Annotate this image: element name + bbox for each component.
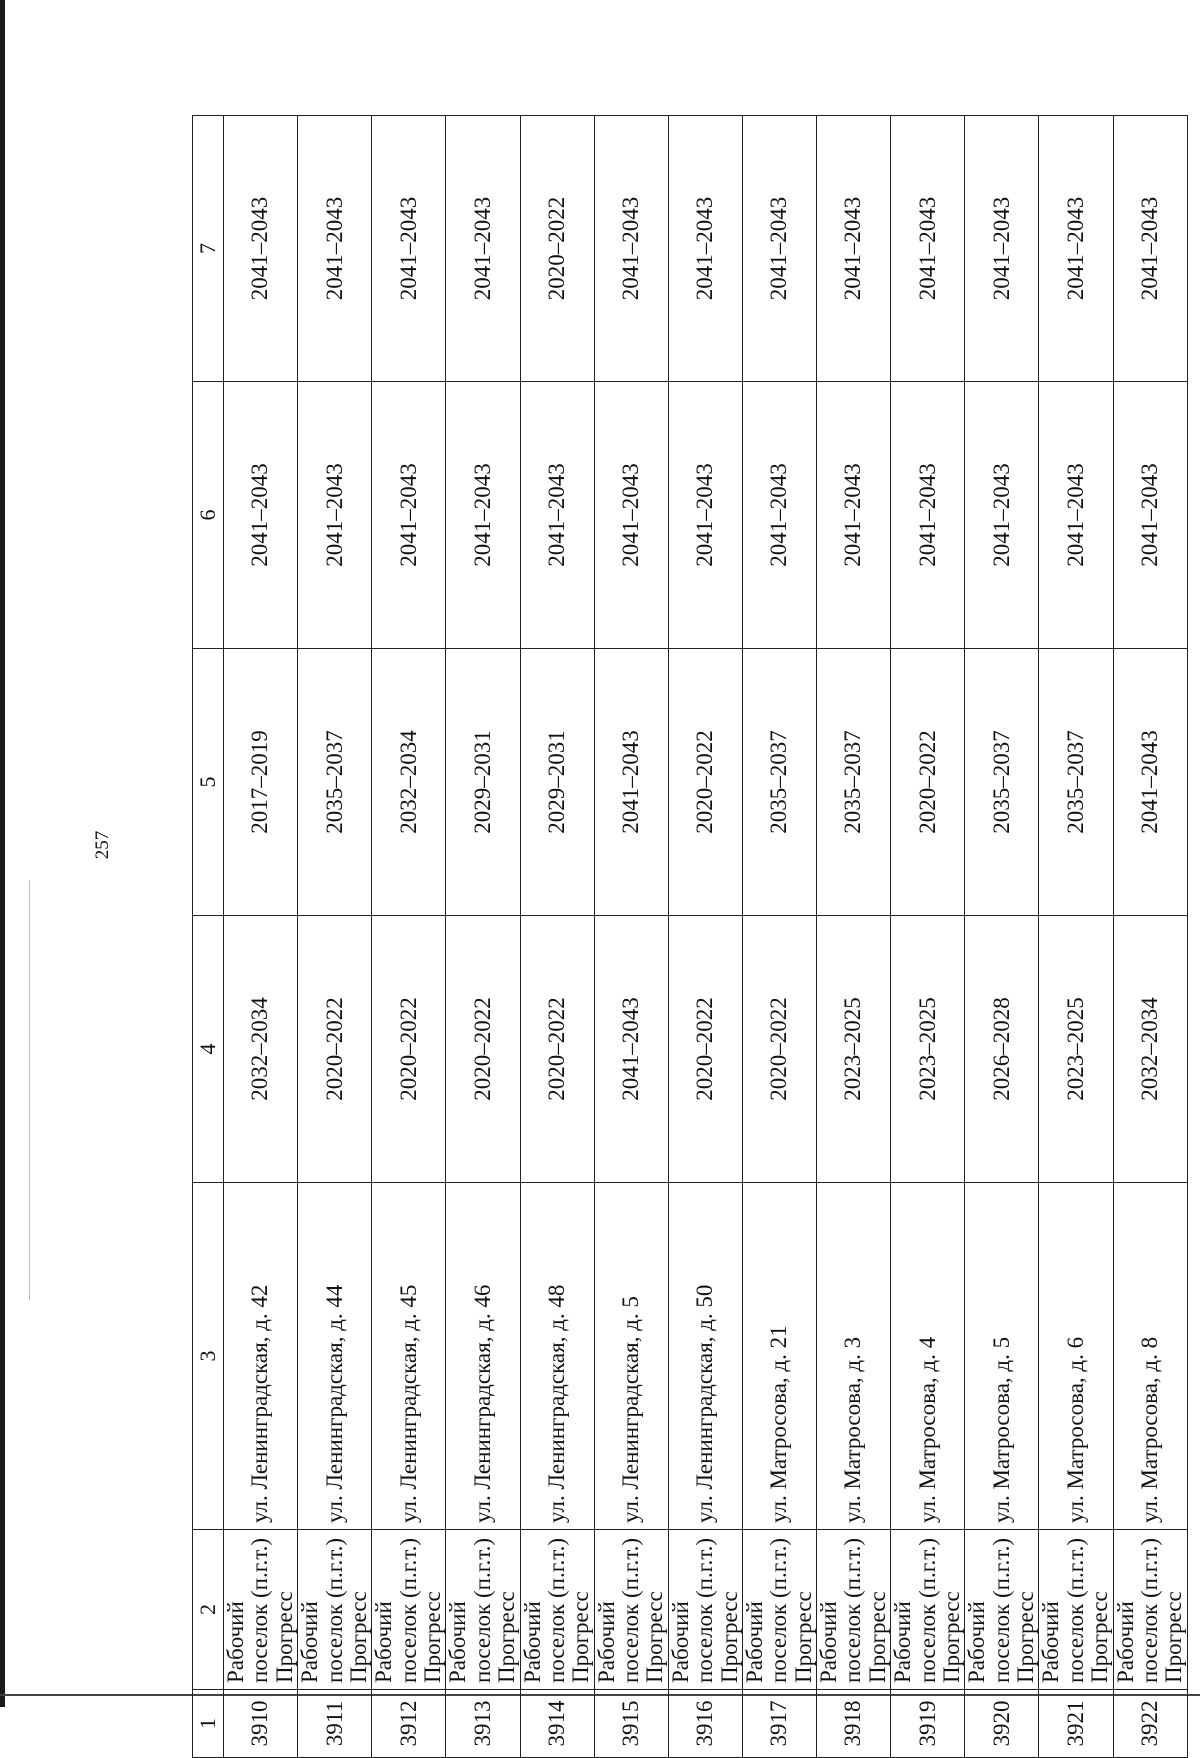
- row-number: 3915: [594, 1690, 668, 1758]
- period-col6-cell: 2041–2043: [1113, 382, 1187, 649]
- address-cell: ул. Ленинградская, д. 46: [446, 1183, 520, 1530]
- period-col4-cell: 2023–2025: [891, 916, 965, 1183]
- address-cell: ул. Ленинградская, д. 50: [668, 1183, 742, 1530]
- period-col7-cell: 2041–2043: [965, 116, 1039, 382]
- period-col4-cell: 2020–2022: [446, 916, 520, 1183]
- header-cell-1: 1: [193, 1690, 224, 1758]
- period-col7-cell: 2020–2022: [520, 116, 594, 382]
- period-col4-cell: 2020–2022: [668, 916, 742, 1183]
- locality-cell: Рабочий поселок (п.г.т.) Прогресс: [298, 1530, 372, 1690]
- row-number: 3918: [817, 1690, 891, 1758]
- address-cell: ул. Матросова, д. 8: [1113, 1183, 1187, 1530]
- period-col5-cell: 2035–2037: [1039, 649, 1113, 916]
- period-col5-cell: 2035–2037: [817, 649, 891, 916]
- period-col7-cell: 2041–2043: [372, 116, 446, 382]
- address-cell: ул. Матросова, д. 21: [742, 1183, 816, 1530]
- period-col5-cell: 2020–2022: [891, 649, 965, 916]
- period-col4-cell: 2020–2022: [520, 916, 594, 1183]
- address-cell: ул. Матросова, д. 3: [817, 1183, 891, 1530]
- header-cell-4: 4: [193, 916, 224, 1183]
- period-col6-cell: 2041–2043: [520, 382, 594, 649]
- table-row: [742, 116, 816, 1758]
- table-row: [594, 116, 668, 1758]
- period-col6-cell: 2041–2043: [668, 382, 742, 649]
- period-col7-cell: 2041–2043: [446, 116, 520, 382]
- address-cell: ул. Матросова, д. 5: [965, 1183, 1039, 1530]
- period-col5-cell: 2035–2037: [298, 649, 372, 916]
- table-row: [1113, 116, 1187, 1758]
- period-col5-cell: 2017–2019: [224, 649, 298, 916]
- table-row: [965, 116, 1039, 1758]
- period-col7-cell: 2041–2043: [817, 116, 891, 382]
- period-col5-cell: 2041–2043: [1113, 649, 1187, 916]
- locality-cell: Рабочий поселок (п.г.т.) Прогресс: [817, 1530, 891, 1690]
- row-number: 3911: [298, 1690, 372, 1758]
- row-number: 3914: [520, 1690, 594, 1758]
- period-col5-cell: 2029–2031: [446, 649, 520, 916]
- period-col4-cell: 2020–2022: [298, 916, 372, 1183]
- period-col7-cell: 2041–2043: [594, 116, 668, 382]
- period-col6-cell: 2041–2043: [817, 382, 891, 649]
- header-row: [193, 116, 224, 1758]
- period-col7-cell: 2041–2043: [742, 116, 816, 382]
- row-number: 3919: [891, 1690, 965, 1758]
- address-cell: ул. Ленинградская, д. 42: [224, 1183, 298, 1530]
- header-cell-3: 3: [193, 1183, 224, 1530]
- period-col6-cell: 2041–2043: [965, 382, 1039, 649]
- period-col4-cell: 2032–2034: [1113, 916, 1187, 1183]
- period-col6-cell: 2041–2043: [891, 382, 965, 649]
- row-number: 3920: [965, 1690, 1039, 1758]
- table-row: [520, 116, 594, 1758]
- schedule-table: [192, 115, 1188, 1758]
- address-cell: ул. Ленинградская, д. 45: [372, 1183, 446, 1530]
- locality-cell: Рабочий поселок (п.г.т.) Прогресс: [891, 1530, 965, 1690]
- table-row: [891, 116, 965, 1758]
- locality-cell: Рабочий поселок (п.г.т.) Прогресс: [520, 1530, 594, 1690]
- period-col7-cell: 2041–2043: [1039, 116, 1113, 382]
- row-number: 3910: [224, 1690, 298, 1758]
- row-number: 3912: [372, 1690, 446, 1758]
- period-col7-cell: 2041–2043: [298, 116, 372, 382]
- scan-edge-left: [0, 0, 5, 1707]
- period-col6-cell: 2041–2043: [224, 382, 298, 649]
- address-cell: ул. Ленинградская, д. 44: [298, 1183, 372, 1530]
- period-col6-cell: 2041–2043: [742, 382, 816, 649]
- header-cell-7: 7: [193, 116, 224, 382]
- table-row: [1039, 116, 1113, 1758]
- locality-cell: Рабочий поселок (п.г.т.) Прогресс: [742, 1530, 816, 1690]
- table-row: [668, 116, 742, 1758]
- period-col6-cell: 2041–2043: [1039, 382, 1113, 649]
- period-col5-cell: 2020–2022: [668, 649, 742, 916]
- period-col7-cell: 2041–2043: [1113, 116, 1187, 382]
- table-row: [224, 116, 298, 1758]
- page-number: 257: [92, 830, 113, 860]
- header-cell-5: 5: [193, 649, 224, 916]
- period-col4-cell: 2023–2025: [817, 916, 891, 1183]
- period-col5-cell: 2035–2037: [965, 649, 1039, 916]
- locality-cell: Рабочий поселок (п.г.т.) Прогресс: [224, 1530, 298, 1690]
- period-col4-cell: 2026–2028: [965, 916, 1039, 1183]
- period-col5-cell: 2035–2037: [742, 649, 816, 916]
- row-number: 3913: [446, 1690, 520, 1758]
- table-row: [817, 116, 891, 1758]
- period-col4-cell: 2020–2022: [372, 916, 446, 1183]
- period-col6-cell: 2041–2043: [446, 382, 520, 649]
- locality-cell: Рабочий поселок (п.г.т.) Прогресс: [965, 1530, 1039, 1690]
- row-number: 3916: [668, 1690, 742, 1758]
- locality-cell: Рабочий поселок (п.г.т.) Прогресс: [594, 1530, 668, 1690]
- address-cell: ул. Матросова, д. 4: [891, 1183, 965, 1530]
- period-col6-cell: 2041–2043: [372, 382, 446, 649]
- period-col6-cell: 2041–2043: [298, 382, 372, 649]
- locality-cell: Рабочий поселок (п.г.т.) Прогресс: [1113, 1530, 1187, 1690]
- header-cell-2: 2: [193, 1530, 224, 1690]
- table-body: [224, 116, 1188, 1758]
- locality-cell: Рабочий поселок (п.г.т.) Прогресс: [446, 1530, 520, 1690]
- period-col4-cell: 2032–2034: [224, 916, 298, 1183]
- period-col4-cell: 2020–2022: [742, 916, 816, 1183]
- period-col4-cell: 2023–2025: [1039, 916, 1113, 1183]
- period-col5-cell: 2029–2031: [520, 649, 594, 916]
- period-col5-cell: 2041–2043: [594, 649, 668, 916]
- period-col7-cell: 2041–2043: [224, 116, 298, 382]
- address-cell: ул. Матросова, д. 6: [1039, 1183, 1113, 1530]
- row-number: 3921: [1039, 1690, 1113, 1758]
- locality-cell: Рабочий поселок (п.г.т.) Прогресс: [372, 1530, 446, 1690]
- row-number: 3917: [742, 1690, 816, 1758]
- table-row: [446, 116, 520, 1758]
- address-cell: ул. Ленинградская, д. 48: [520, 1183, 594, 1530]
- address-cell: ул. Ленинградская, д. 5: [594, 1183, 668, 1530]
- scan-fold-line: [29, 880, 30, 1300]
- locality-cell: Рабочий поселок (п.г.т.) Прогресс: [668, 1530, 742, 1690]
- row-number: 3922: [1113, 1690, 1187, 1758]
- period-col4-cell: 2041–2043: [594, 916, 668, 1183]
- header-cell-6: 6: [193, 382, 224, 649]
- table-container: [192, 116, 1187, 1758]
- table-row: [298, 116, 372, 1758]
- period-col5-cell: 2032–2034: [372, 649, 446, 916]
- period-col6-cell: 2041–2043: [594, 382, 668, 649]
- period-col7-cell: 2041–2043: [668, 116, 742, 382]
- locality-cell: Рабочий поселок (п.г.т.) Прогресс: [1039, 1530, 1113, 1690]
- period-col7-cell: 2041–2043: [891, 116, 965, 382]
- table-row: [372, 116, 446, 1758]
